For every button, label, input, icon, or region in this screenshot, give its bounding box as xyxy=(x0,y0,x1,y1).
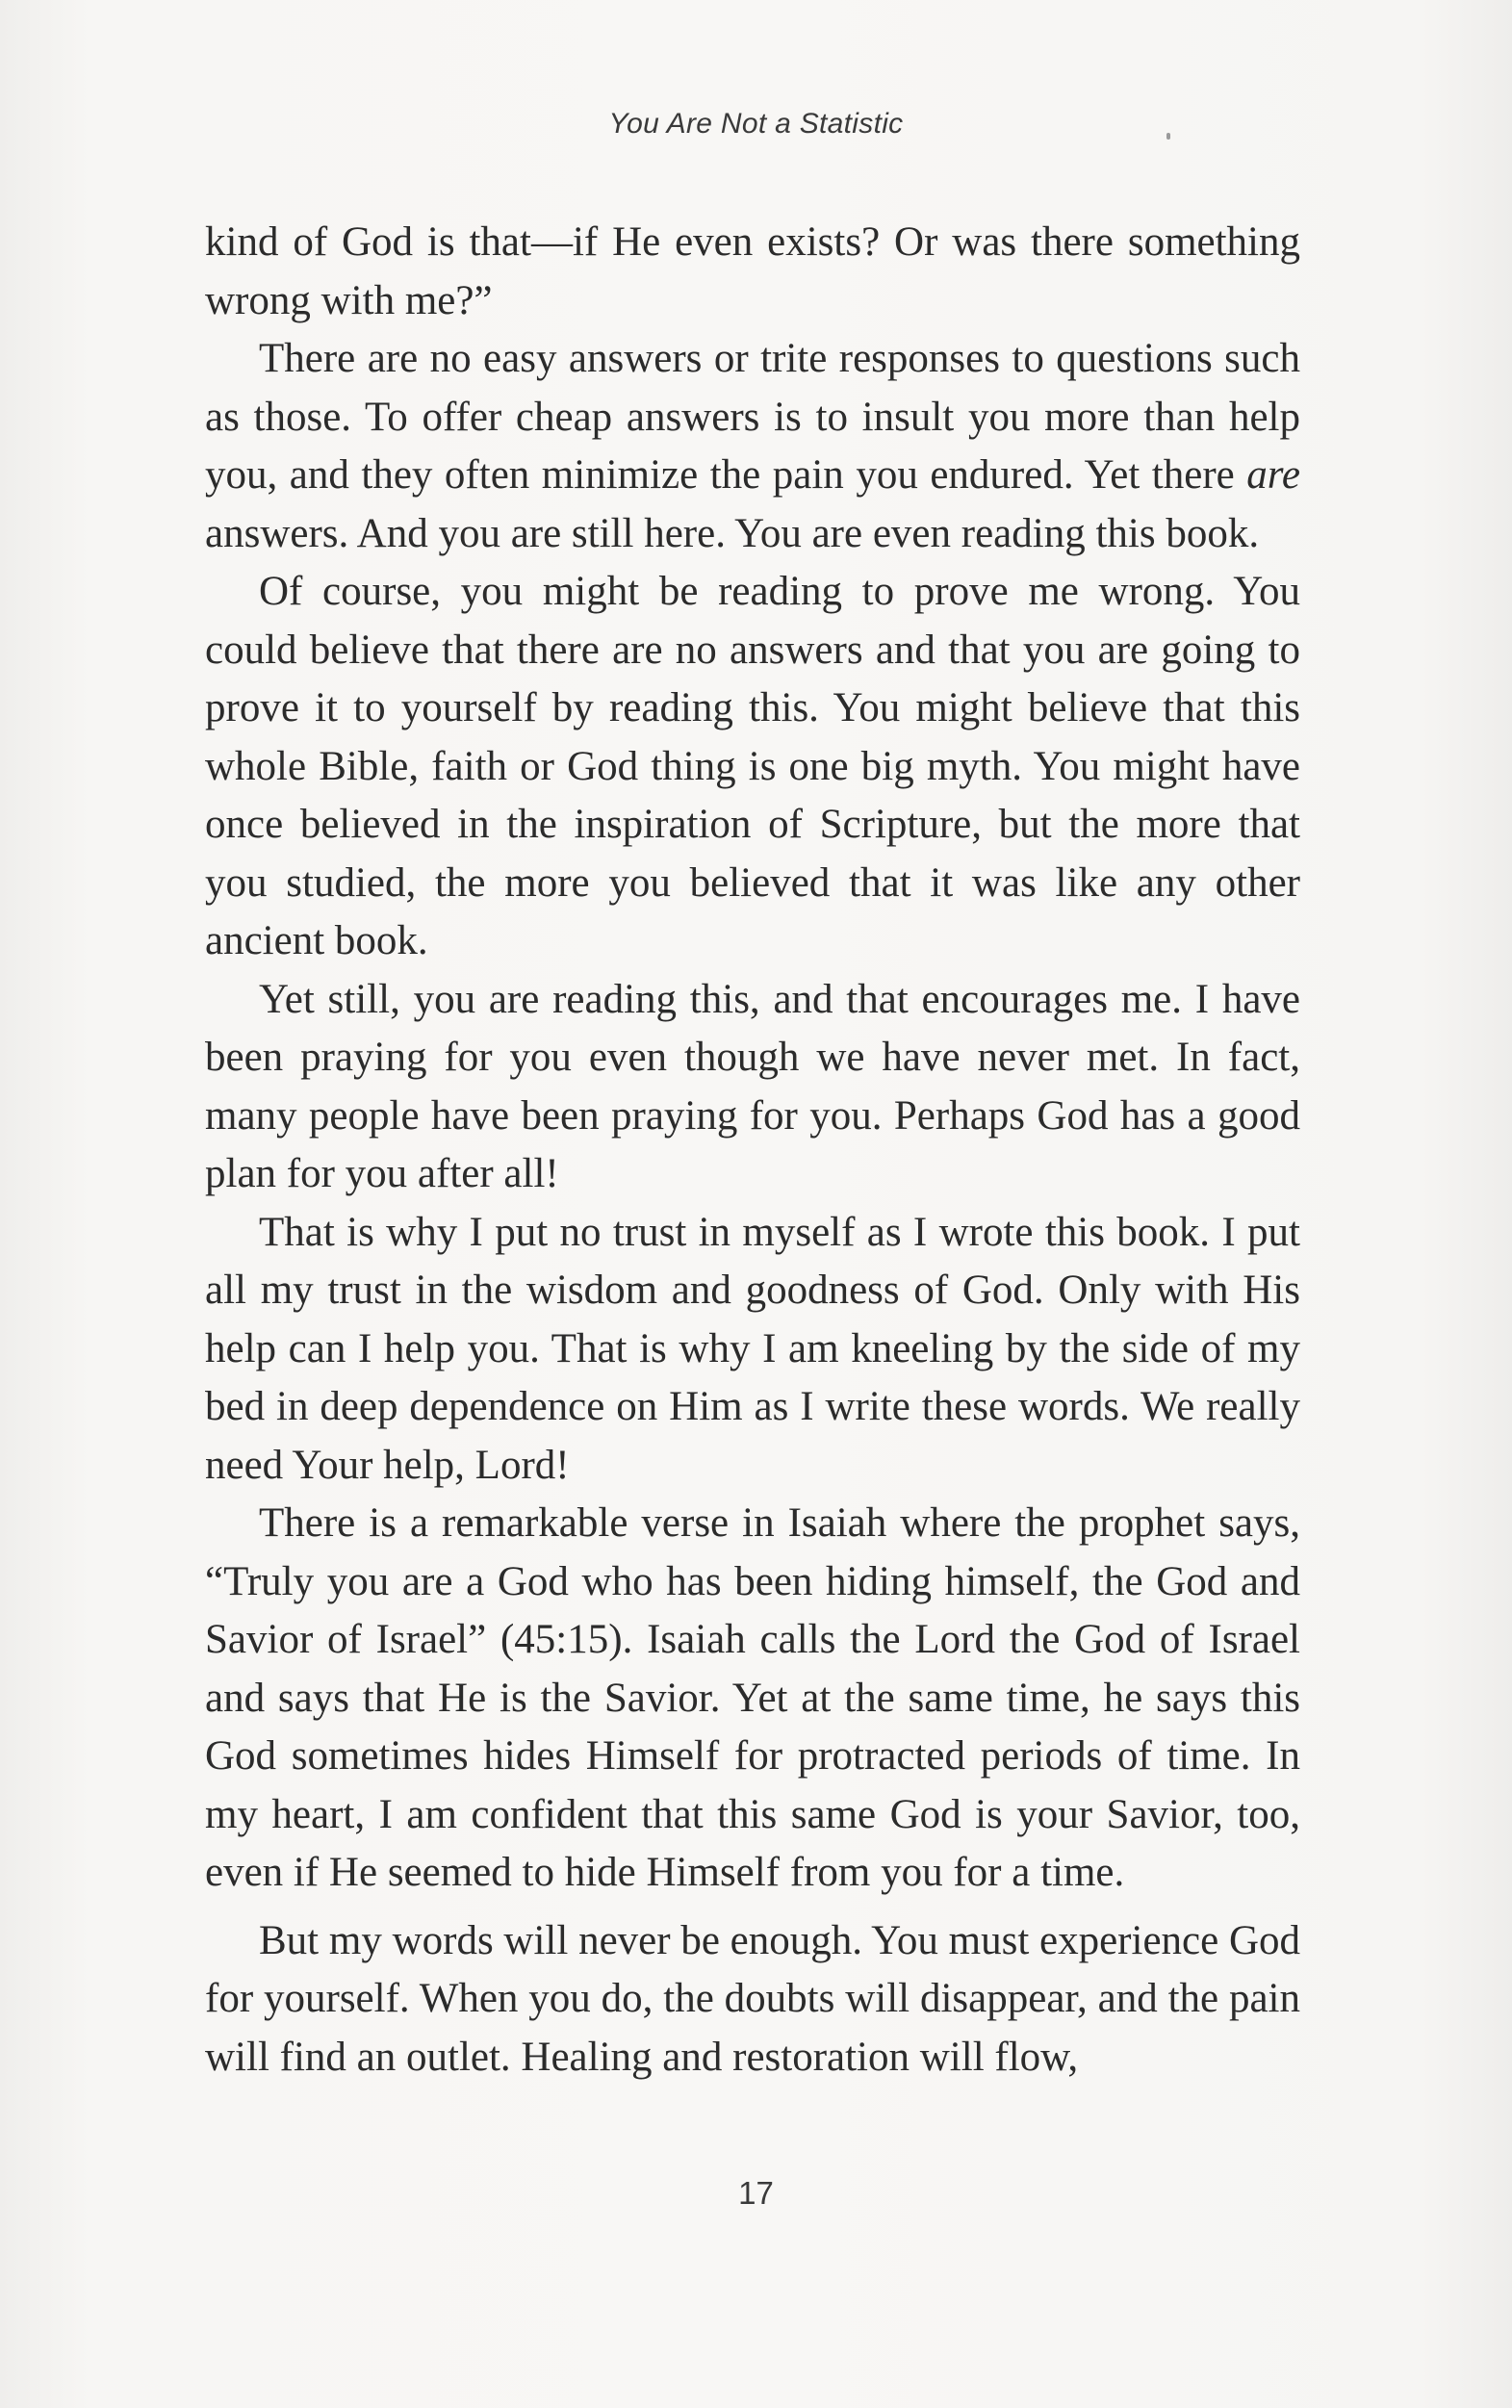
paragraph xyxy=(205,214,1300,330)
text-run: There are no easy answers or trite responses to questions such as those. To offer cheap answers is to insult you more than help you, and they often minimize the pain you endured. Yet there xyxy=(205,336,1300,498)
body-text xyxy=(205,214,1300,2087)
paragraph xyxy=(205,1495,1300,1903)
paragraph xyxy=(205,563,1300,971)
paragraph xyxy=(205,1204,1300,1496)
text-run: There is a remarkable verse in Isaiah where the prophet says, “Truly you are a God who has been hiding himself, the God and Savior of Israel” (45:15). Isaiah calls the Lord the God of Israel and says that He is the Savior. Yet at the same time, he says this God sometimes hides Himself for protracted periods of time. In my heart, I am confident that this same God is your Savior, too, even if He seemed to hide Himself from you for a time. xyxy=(205,1500,1300,1895)
paragraph xyxy=(205,1912,1300,2088)
text-run: Yet still, you are reading this, and that encourages me. I have been praying for you even though we have never met. In fact, many people have been praying for you. Perhaps God has a good plan for you after all! xyxy=(205,976,1300,1196)
scan-speck xyxy=(1166,133,1170,140)
paragraph xyxy=(205,971,1300,1204)
text-run: kind of God is that—if He even exists? Or was there something wrong with me?” xyxy=(205,219,1300,323)
text-run: answers. And you are still here. You are even reading this book. xyxy=(205,510,1260,556)
paragraph xyxy=(205,330,1300,563)
text-run: That is why I put no trust in myself as I wrote this book. I put all my trust in the wisdom and goodness of God. Only with His help can I help you. That is why I am kneeling by the side of my bed in deep dependence on Him as I write these words. We really need Your help, Lord! xyxy=(205,1209,1300,1488)
italic-emphasis: are xyxy=(1246,452,1300,498)
page-number: 17 xyxy=(738,2175,774,2211)
text-run: Of course, you might be reading to prove me wrong. You could believe that there are no answers and that you are going to prove it to yourself by reading this. You might believe that this whole Bible, faith or God thing is one big myth. You might have once believed in the inspiration of Scripture, but the more that you studied, the more you believed that it was like any other ancient book. xyxy=(205,569,1300,963)
text-run: But my words will never be enough. You must experience God for yourself. When you do, the doubts will disappear, and the pain will find an outlet. Healing and restoration will flow, xyxy=(205,1917,1301,2080)
running-head: You Are Not a Statistic xyxy=(608,108,904,140)
